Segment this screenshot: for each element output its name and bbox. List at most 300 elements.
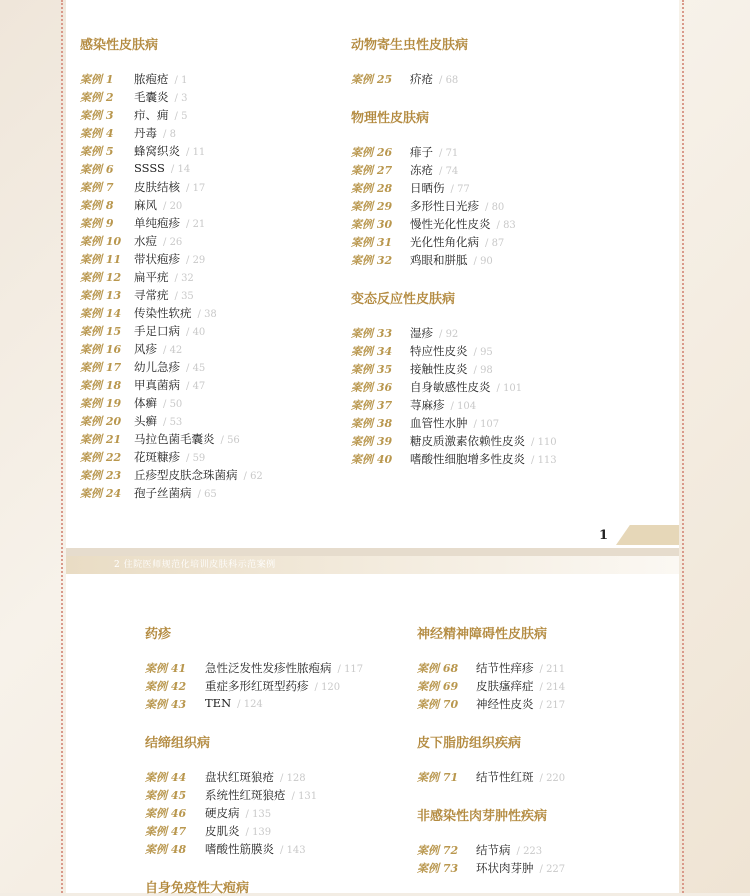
page-separator: /	[280, 845, 287, 856]
case-name: 结节性痒疹	[476, 661, 534, 675]
page-ref: 90	[480, 256, 493, 267]
page-separator: /	[163, 399, 170, 410]
page-separator: /	[539, 700, 547, 711]
page-ref: 53	[169, 417, 183, 428]
page-ref: 110	[537, 437, 557, 448]
page-ref: 143	[286, 845, 306, 856]
page-ref: 139	[252, 827, 272, 838]
page-separator: /	[485, 238, 492, 249]
case-name: 自身敏感性皮炎	[410, 380, 491, 394]
page-ref: 131	[298, 791, 318, 802]
section-title: 物理性皮肤病	[351, 111, 430, 126]
case-name: 多形性日光疹	[410, 199, 479, 213]
case-number: 案例 30	[351, 218, 393, 231]
case-name: 幼儿急疹	[134, 360, 180, 374]
case-name: 神经性皮炎	[476, 697, 534, 711]
case-page	[237, 699, 263, 710]
page-separator: /	[186, 363, 193, 374]
case-number: 案例 9	[80, 217, 114, 230]
page-ref: 104	[457, 401, 477, 412]
page-ref: 59	[192, 453, 206, 464]
page-separator: /	[439, 166, 446, 177]
case-page	[280, 773, 306, 784]
section-title: 非感染性肉芽肿性疾病	[417, 809, 548, 824]
page-separator: /	[174, 93, 182, 104]
page-ref: 83	[503, 220, 516, 231]
page-separator: /	[439, 148, 446, 159]
case-title	[410, 451, 557, 467]
case-name: 带状疱疹	[134, 252, 180, 266]
page-separator: /	[314, 682, 322, 693]
page-ref: 62	[250, 471, 263, 482]
case-name: 寻常疣	[134, 288, 169, 302]
page-separator: /	[174, 273, 182, 284]
case-number: 案例 47	[145, 825, 187, 838]
case-number: 案例 13	[80, 289, 122, 302]
case-name: 甲真菌病	[134, 378, 180, 392]
case-number: 案例 72	[417, 844, 459, 857]
page-ref: 87	[491, 238, 505, 249]
page-separator: /	[473, 347, 481, 358]
case-number: 案例 25	[351, 73, 393, 86]
page-ref: 95	[480, 347, 493, 358]
case-page	[163, 201, 182, 212]
page-separator: /	[473, 256, 481, 267]
page-ref: 29	[192, 255, 206, 266]
case-page	[198, 309, 217, 320]
page-separator: /	[220, 435, 228, 446]
page-separator: /	[186, 147, 193, 158]
case-page	[485, 238, 504, 249]
page-ref: 217	[546, 700, 566, 711]
case-title	[134, 287, 194, 303]
case-title	[205, 678, 340, 694]
case-title	[134, 431, 240, 447]
page-ref: 20	[169, 201, 183, 212]
case-page	[439, 148, 458, 159]
page-ref: 77	[457, 184, 470, 195]
page-ref: 21	[192, 219, 206, 230]
case-title	[476, 769, 565, 785]
case-name: 疥疮	[410, 72, 433, 86]
case-number: 案例 7	[80, 181, 114, 194]
case-number: 案例 19	[80, 397, 122, 410]
page-ref: 128	[286, 773, 306, 784]
case-title	[410, 144, 458, 160]
case-title	[410, 433, 557, 449]
page-ref: 47	[192, 381, 206, 392]
case-name: 重症多形红斑型药疹	[205, 679, 309, 693]
case-page	[186, 381, 205, 392]
case-page	[474, 347, 493, 358]
case-page	[221, 435, 240, 446]
case-title	[476, 678, 565, 694]
case-page	[497, 220, 516, 231]
case-number: 案例 24	[80, 487, 122, 500]
case-page	[186, 183, 205, 194]
case-name: 血管性水肿	[410, 416, 468, 430]
case-page	[163, 417, 182, 428]
case-title	[134, 215, 205, 231]
page-separator: /	[496, 220, 504, 231]
case-title	[134, 233, 182, 249]
page-separator: /	[245, 827, 253, 838]
page-ref: 223	[523, 846, 543, 857]
case-page	[540, 864, 566, 875]
case-page	[171, 164, 190, 175]
page-separator: /	[237, 699, 244, 710]
case-number: 案例 5	[80, 145, 114, 158]
case-title	[205, 696, 263, 710]
page-ref: 5	[181, 111, 188, 122]
case-number: 案例 38	[351, 417, 393, 430]
case-title	[476, 696, 565, 712]
case-page	[163, 237, 182, 248]
case-name: 皮肤结核	[134, 180, 180, 194]
case-title	[410, 71, 458, 87]
case-number: 案例 70	[417, 698, 459, 711]
case-page	[246, 809, 272, 820]
page-ref: 50	[169, 399, 183, 410]
case-name: 水痘	[134, 234, 157, 248]
case-number: 案例 26	[351, 146, 393, 159]
page-separator: /	[439, 75, 446, 86]
case-number: 案例 37	[351, 399, 393, 412]
case-number: 案例 14	[80, 307, 122, 320]
case-page	[186, 453, 205, 464]
case-number: 案例 23	[80, 469, 122, 482]
page-ref: 65	[204, 489, 217, 500]
case-title	[134, 305, 217, 321]
case-title	[134, 359, 205, 375]
case-name: 嗜酸性细胞增多性皮炎	[410, 452, 525, 466]
case-number: 案例 44	[145, 771, 187, 784]
case-number: 案例 46	[145, 807, 187, 820]
case-name: 光化性角化病	[410, 235, 479, 249]
case-page	[186, 363, 205, 374]
case-title	[205, 823, 271, 839]
case-number: 案例 20	[80, 415, 122, 428]
case-number: 案例 34	[351, 345, 393, 358]
case-number: 案例 4	[80, 127, 114, 140]
case-number: 案例 40	[351, 453, 393, 466]
case-name: 结节病	[476, 843, 511, 857]
case-title	[134, 251, 205, 267]
page-separator: /	[186, 219, 193, 230]
case-number: 案例 69	[417, 680, 459, 693]
case-title	[476, 860, 565, 876]
page-ref: 117	[344, 664, 364, 675]
case-name: 冻疮	[410, 163, 433, 177]
case-title	[205, 805, 271, 821]
case-name: 湿疹	[410, 326, 433, 340]
page-ref: 101	[503, 383, 523, 394]
page-separator: /	[280, 773, 287, 784]
page-separator: /	[485, 202, 492, 213]
page-ref: 1	[181, 75, 188, 86]
section-title: 结缔组织病	[145, 736, 211, 751]
case-page	[474, 419, 500, 430]
case-number: 案例 29	[351, 200, 393, 213]
case-name: 丘疹型皮肤念珠菌病	[134, 468, 238, 482]
page-separator: /	[186, 255, 193, 266]
case-name: 脓疱疮	[134, 72, 169, 86]
page-ref: 107	[480, 419, 500, 430]
page-separator: /	[291, 791, 299, 802]
case-name: 痱子	[410, 145, 433, 159]
case-name: 结节性红斑	[476, 770, 534, 784]
page-separator: /	[186, 453, 193, 464]
section-title: 变态反应性皮肤病	[351, 292, 456, 307]
case-name: 日晒伤	[410, 181, 445, 195]
case-page	[451, 184, 470, 195]
case-number: 案例 28	[351, 182, 393, 195]
case-page	[474, 365, 493, 376]
page-separator: /	[337, 664, 345, 675]
page-ref: 35	[181, 291, 194, 302]
page-ref: 38	[204, 309, 217, 320]
case-name: 接触性皮炎	[410, 362, 468, 376]
case-number: 案例 31	[351, 236, 393, 249]
page-separator: /	[163, 201, 170, 212]
page-separator: /	[197, 309, 205, 320]
case-title	[205, 769, 306, 785]
section-title: 神经精神障碍性皮肤病	[417, 627, 548, 642]
case-page	[540, 682, 566, 693]
page-separator: /	[473, 419, 481, 430]
case-name: 单纯疱疹	[134, 216, 180, 230]
page-separator: /	[163, 345, 170, 356]
page-separator: /	[174, 111, 182, 122]
case-number: 案例 21	[80, 433, 122, 446]
case-number: 案例 43	[145, 698, 187, 711]
case-number: 案例 32	[351, 254, 393, 267]
page-ref: 3	[181, 93, 188, 104]
case-page	[244, 471, 263, 482]
page-ref: 80	[491, 202, 505, 213]
case-name: 荨麻疹	[410, 398, 445, 412]
section-title: 药疹	[145, 627, 172, 642]
case-title	[410, 325, 458, 341]
case-name: 皮肤瘙痒症	[476, 679, 534, 693]
page-separator: /	[186, 381, 193, 392]
case-number: 案例 12	[80, 271, 122, 284]
case-name: 传染性软疣	[134, 306, 192, 320]
case-title	[134, 107, 187, 123]
case-page	[186, 147, 205, 158]
case-page	[315, 682, 341, 693]
case-page	[175, 93, 188, 104]
case-name: 蜂窝织炎	[134, 144, 180, 158]
page-separator: /	[163, 237, 170, 248]
page-separator: /	[439, 329, 446, 340]
case-name: 盘状红斑狼疮	[205, 770, 274, 784]
case-title	[476, 660, 565, 676]
case-page	[163, 399, 182, 410]
case-number: 案例 22	[80, 451, 122, 464]
case-title	[134, 161, 190, 175]
page-separator: /	[174, 75, 182, 86]
case-title	[205, 787, 317, 803]
page-ref: 92	[445, 329, 459, 340]
case-name: 嗜酸性筋膜炎	[205, 842, 274, 856]
case-page	[497, 383, 523, 394]
page-ref: 11	[192, 147, 206, 158]
case-page	[186, 219, 205, 230]
page-ref: 120	[321, 682, 341, 693]
case-name: 花斑糠疹	[134, 450, 180, 464]
right-dotted-border	[682, 0, 684, 893]
case-page	[175, 291, 194, 302]
case-page	[292, 791, 318, 802]
case-page	[474, 256, 493, 267]
page-ref: 135	[252, 809, 272, 820]
case-title	[134, 269, 194, 285]
case-page	[451, 401, 477, 412]
case-number: 案例 2	[80, 91, 114, 104]
page-ref: 26	[169, 237, 183, 248]
case-title	[410, 180, 470, 196]
case-title	[476, 842, 542, 858]
case-title	[410, 234, 504, 250]
case-name: SSSS	[134, 161, 165, 175]
section-title: 动物寄生虫性皮肤病	[351, 38, 469, 53]
case-page	[163, 345, 182, 356]
page-separator: /	[539, 682, 547, 693]
case-name: 体癣	[134, 396, 157, 410]
case-title	[410, 343, 493, 359]
case-name: 慢性光化性皮炎	[410, 217, 491, 231]
case-name: 毛囊炎	[134, 90, 169, 104]
case-name: 孢子丝菌病	[134, 486, 192, 500]
case-page	[439, 75, 458, 86]
case-number: 案例 27	[351, 164, 393, 177]
case-page	[175, 111, 188, 122]
page-ref: 45	[192, 363, 206, 374]
case-title	[410, 397, 476, 413]
case-title	[410, 216, 516, 232]
left-dotted-border	[61, 0, 63, 893]
page-separator: /	[473, 365, 481, 376]
page-separator: /	[516, 846, 524, 857]
case-name: 手足口病	[134, 324, 180, 338]
case-name: 扁平疣	[134, 270, 169, 284]
page-ref: 71	[445, 148, 459, 159]
section-title: 自身免疫性大疱病	[145, 881, 250, 896]
case-number: 案例 42	[145, 680, 187, 693]
case-number: 案例 39	[351, 435, 393, 448]
page-ref: 56	[227, 435, 240, 446]
page-ref: 14	[177, 164, 191, 175]
page-ref: 17	[192, 183, 206, 194]
case-title	[134, 71, 187, 87]
case-number: 案例 11	[80, 253, 122, 266]
case-number: 案例 36	[351, 381, 393, 394]
case-page	[246, 827, 272, 838]
case-number: 案例 3	[80, 109, 114, 122]
case-name: 丹毒	[134, 126, 157, 140]
page-separator: /	[531, 455, 538, 466]
case-title	[134, 413, 182, 429]
case-number: 案例 68	[417, 662, 459, 675]
case-page	[186, 327, 205, 338]
page-ref: 32	[181, 273, 194, 284]
case-page	[175, 75, 188, 86]
section-title: 感染性皮肤病	[80, 38, 159, 53]
case-name: 急性泛发性发疹性脓疱病	[205, 661, 332, 675]
case-page	[439, 329, 458, 340]
page-separator: /	[496, 383, 504, 394]
case-page	[540, 700, 566, 711]
case-title	[134, 143, 205, 159]
case-number: 案例 71	[417, 771, 459, 784]
case-name: 环状肉芽肿	[476, 861, 534, 875]
page-separator: /	[539, 864, 547, 875]
case-page	[485, 202, 504, 213]
case-page	[439, 166, 458, 177]
case-number: 案例 48	[145, 843, 187, 856]
page-separator: /	[539, 773, 547, 784]
page-separator: /	[163, 129, 170, 140]
case-name: 系统性红斑狼疮	[205, 788, 286, 802]
page-number: 1	[599, 528, 609, 543]
case-title	[205, 841, 306, 857]
case-name: 特应性皮炎	[410, 344, 468, 358]
case-name: TEN	[205, 696, 232, 710]
case-title	[410, 198, 504, 214]
page-separator: /	[163, 417, 170, 428]
case-name: 糖皮质激素依赖性皮炎	[410, 434, 525, 448]
case-title	[134, 197, 182, 213]
case-title	[410, 252, 493, 268]
case-number: 案例 73	[417, 862, 459, 875]
page-separator: /	[245, 809, 253, 820]
page-separator: /	[450, 184, 458, 195]
page-separator: /	[531, 437, 538, 448]
case-page	[280, 845, 306, 856]
case-name: 风疹	[134, 342, 157, 356]
case-page	[531, 455, 557, 466]
case-page	[540, 773, 566, 784]
case-name: 皮肌炎	[205, 824, 240, 838]
page-separator: /	[197, 489, 205, 500]
case-title	[134, 377, 205, 393]
page-separator: /	[186, 327, 193, 338]
page-ref: 40	[192, 327, 206, 338]
section-title: 皮下脂肪组织疾病	[417, 736, 522, 751]
page-separator: /	[186, 183, 193, 194]
case-number: 案例 35	[351, 363, 393, 376]
case-number: 案例 1	[80, 73, 114, 86]
case-number: 案例 8	[80, 199, 114, 212]
case-page	[198, 489, 217, 500]
page-ref: 98	[480, 365, 493, 376]
case-page	[338, 664, 364, 675]
case-title	[410, 415, 499, 431]
page-separator: /	[170, 164, 178, 175]
case-number: 案例 17	[80, 361, 122, 374]
case-number: 案例 33	[351, 327, 393, 340]
case-name: 疖、痈	[134, 108, 169, 122]
case-number: 案例 18	[80, 379, 122, 392]
case-page	[186, 255, 205, 266]
case-name: 鸡眼和胼胝	[410, 253, 468, 267]
page-separator: /	[450, 401, 458, 412]
case-title	[205, 660, 363, 676]
case-name: 硬皮病	[205, 806, 240, 820]
case-title	[134, 395, 182, 411]
page-ref: 124	[243, 699, 263, 710]
